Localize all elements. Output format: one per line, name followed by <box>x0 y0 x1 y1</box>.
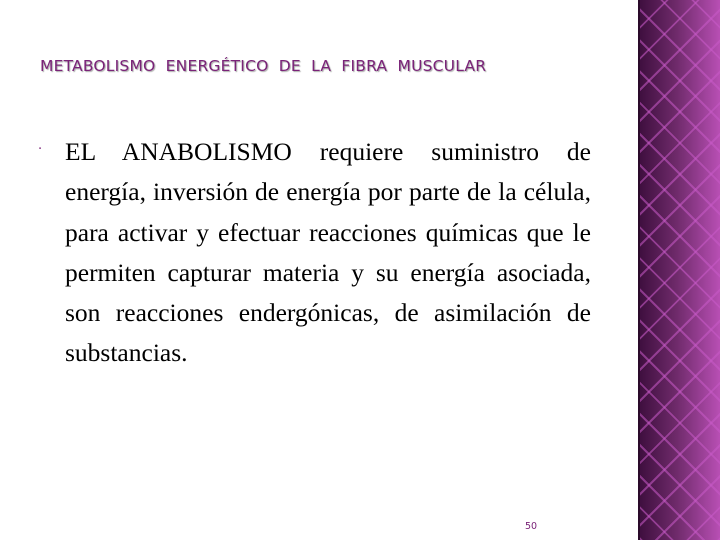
body-paragraph: EL ANABOLISMO requiere suministro de energía, inversión de energía por parte de la célula, para activar y efectuar reacciones químicas que le permiten capturar materia y su energía asociada, son reacciones endergónicas, de asimilación de substancias. <box>65 137 591 368</box>
slide-title: METABOLISMO ENERGÉTICO DE LA FIBRA MUSCULAR <box>40 57 487 75</box>
bullet-icon: · <box>38 142 43 157</box>
decorative-side-panel <box>640 0 720 540</box>
page-number: 50 <box>525 521 538 532</box>
